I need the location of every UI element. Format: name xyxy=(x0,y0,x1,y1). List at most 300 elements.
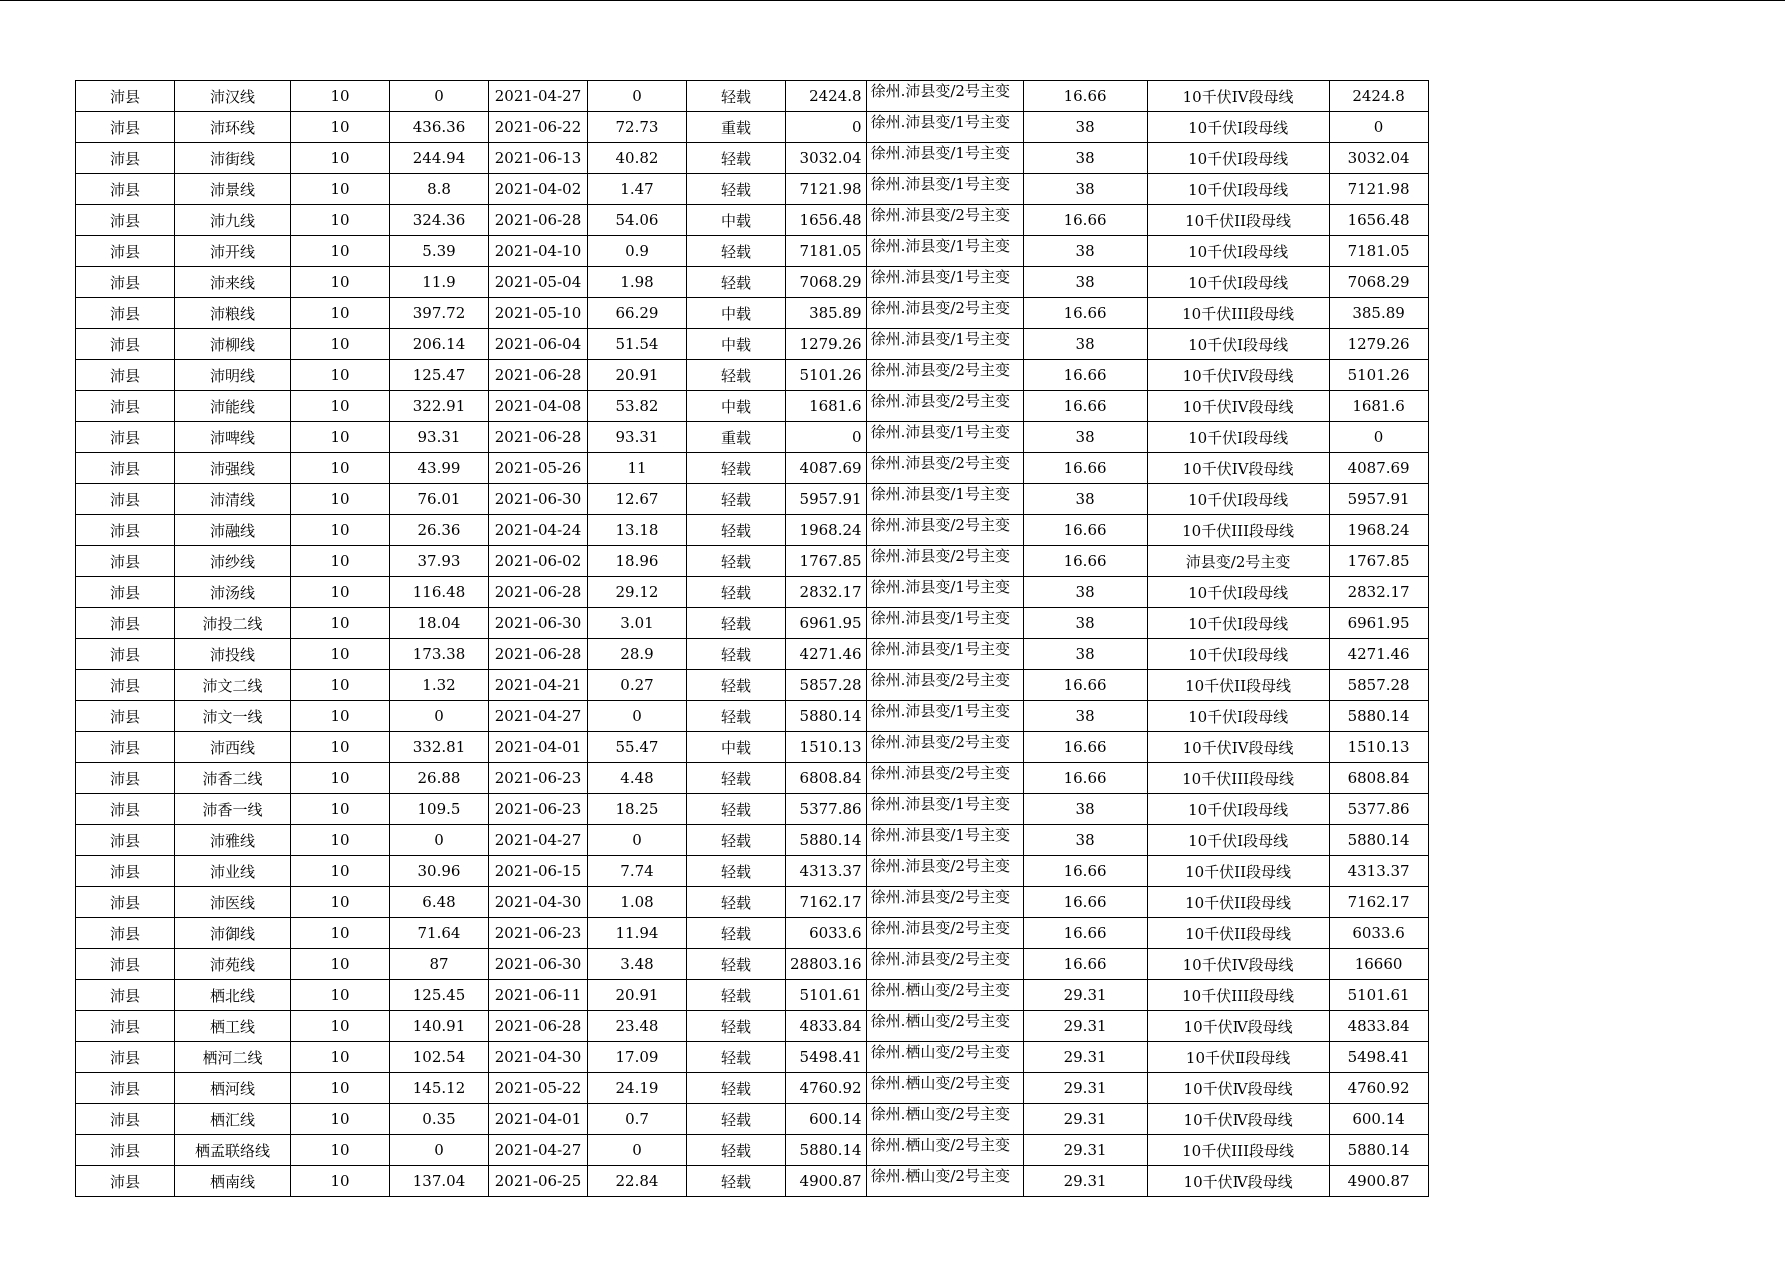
margin-cell: 5880.14 xyxy=(1329,825,1428,856)
county-cell: 沛县 xyxy=(76,794,175,825)
table-row xyxy=(76,701,1429,732)
voltage-cell: 10 xyxy=(291,949,390,980)
date-cell: 2021-04-02 xyxy=(489,174,588,205)
margin-cell: 6808.84 xyxy=(1329,763,1428,794)
transformer-margin-cell: 16.66 xyxy=(1023,391,1147,422)
load-status-cell: 轻载 xyxy=(687,143,786,174)
county-cell: 沛县 xyxy=(76,825,175,856)
load-cell: 322.91 xyxy=(390,391,489,422)
table-row xyxy=(76,236,1429,267)
date-cell: 2021-04-27 xyxy=(489,1135,588,1166)
busbar-cell: 10千伏Ⅰ段母线 xyxy=(1147,794,1329,825)
transformer-margin-cell: 38 xyxy=(1023,267,1147,298)
busbar-cell: 10千伏Ⅰ段母线 xyxy=(1147,236,1329,267)
line-name-cell: 栖南线 xyxy=(175,1166,291,1197)
load-cell: 87 xyxy=(390,949,489,980)
table-body xyxy=(76,81,1429,1197)
available-capacity-cell: 5880.14 xyxy=(786,701,867,732)
table-row xyxy=(76,360,1429,391)
available-capacity-cell: 4900.87 xyxy=(786,1166,867,1197)
margin-cell: 5101.26 xyxy=(1329,360,1428,391)
available-capacity-cell: 4313.37 xyxy=(786,856,867,887)
voltage-cell: 10 xyxy=(291,670,390,701)
load-status-cell: 中载 xyxy=(687,298,786,329)
county-cell: 沛县 xyxy=(76,949,175,980)
load-rate-cell: 20.91 xyxy=(588,980,687,1011)
date-cell: 2021-06-23 xyxy=(489,763,588,794)
voltage-cell: 10 xyxy=(291,1104,390,1135)
transformer-margin-cell: 16.66 xyxy=(1023,949,1147,980)
busbar-cell: 10千伏Ⅳ段母线 xyxy=(1147,1166,1329,1197)
transformer-margin-cell: 29.31 xyxy=(1023,1011,1147,1042)
date-cell: 2021-06-28 xyxy=(489,1011,588,1042)
date-cell: 2021-04-30 xyxy=(489,887,588,918)
voltage-cell: 10 xyxy=(291,515,390,546)
busbar-cell: 10千伏III段母线 xyxy=(1147,515,1329,546)
available-capacity-cell: 1968.24 xyxy=(786,515,867,546)
margin-cell: 7162.17 xyxy=(1329,887,1428,918)
table-row xyxy=(76,391,1429,422)
margin-cell: 0 xyxy=(1329,112,1428,143)
voltage-cell: 10 xyxy=(291,577,390,608)
transformer-margin-cell: 16.66 xyxy=(1023,856,1147,887)
line-name-cell: 沛香二线 xyxy=(175,763,291,794)
substation-transformer-cell: 徐州.沛县变/2号主变 xyxy=(866,298,1023,329)
transformer-margin-cell: 29.31 xyxy=(1023,1166,1147,1197)
transformer-margin-cell: 16.66 xyxy=(1023,81,1147,112)
available-capacity-cell: 6808.84 xyxy=(786,763,867,794)
load-cell: 436.36 xyxy=(390,112,489,143)
load-status-cell: 重载 xyxy=(687,112,786,143)
busbar-cell: 10千伏Ⅰ段母线 xyxy=(1147,143,1329,174)
load-rate-cell: 3.48 xyxy=(588,949,687,980)
voltage-cell: 10 xyxy=(291,484,390,515)
available-capacity-cell: 6961.95 xyxy=(786,608,867,639)
line-name-cell: 沛投线 xyxy=(175,639,291,670)
table-row xyxy=(76,81,1429,112)
line-name-cell: 沛汉线 xyxy=(175,81,291,112)
load-rate-cell: 0 xyxy=(588,1135,687,1166)
load-rate-cell: 20.91 xyxy=(588,360,687,391)
date-cell: 2021-04-27 xyxy=(489,81,588,112)
table-row xyxy=(76,825,1429,856)
table-row xyxy=(76,980,1429,1011)
county-cell: 沛县 xyxy=(76,422,175,453)
line-name-cell: 栖孟联络线 xyxy=(175,1135,291,1166)
load-status-cell: 轻载 xyxy=(687,81,786,112)
load-cell: 109.5 xyxy=(390,794,489,825)
table-row xyxy=(76,267,1429,298)
load-status-cell: 轻载 xyxy=(687,453,786,484)
busbar-cell: 10千伏IV段母线 xyxy=(1147,732,1329,763)
load-cell: 11.9 xyxy=(390,267,489,298)
load-rate-cell: 11 xyxy=(588,453,687,484)
substation-transformer-cell: 徐州.沛县变/1号主变 xyxy=(866,825,1023,856)
voltage-cell: 10 xyxy=(291,81,390,112)
date-cell: 2021-06-04 xyxy=(489,329,588,360)
load-rate-cell: 0 xyxy=(588,825,687,856)
line-name-cell: 沛强线 xyxy=(175,453,291,484)
margin-cell: 3032.04 xyxy=(1329,143,1428,174)
load-cell: 18.04 xyxy=(390,608,489,639)
voltage-cell: 10 xyxy=(291,546,390,577)
load-status-cell: 轻载 xyxy=(687,1104,786,1135)
load-cell: 30.96 xyxy=(390,856,489,887)
available-capacity-cell: 385.89 xyxy=(786,298,867,329)
margin-cell: 7181.05 xyxy=(1329,236,1428,267)
busbar-cell: 10千伏Ⅰ段母线 xyxy=(1147,577,1329,608)
load-rate-cell: 0 xyxy=(588,81,687,112)
load-rate-cell: 17.09 xyxy=(588,1042,687,1073)
load-cell: 125.45 xyxy=(390,980,489,1011)
load-cell: 137.04 xyxy=(390,1166,489,1197)
page-top-border xyxy=(0,0,1785,1)
date-cell: 2021-06-28 xyxy=(489,360,588,391)
voltage-cell: 10 xyxy=(291,887,390,918)
load-cell: 26.36 xyxy=(390,515,489,546)
table-row xyxy=(76,887,1429,918)
line-name-cell: 沛能线 xyxy=(175,391,291,422)
line-name-cell: 沛文一线 xyxy=(175,701,291,732)
margin-cell: 6961.95 xyxy=(1329,608,1428,639)
margin-cell: 7121.98 xyxy=(1329,174,1428,205)
line-name-cell: 沛街线 xyxy=(175,143,291,174)
load-cell: 0 xyxy=(390,825,489,856)
date-cell: 2021-05-26 xyxy=(489,453,588,484)
date-cell: 2021-06-02 xyxy=(489,546,588,577)
substation-transformer-cell: 徐州.栖山变/2号主变 xyxy=(866,1135,1023,1166)
table-row xyxy=(76,1073,1429,1104)
load-status-cell: 中载 xyxy=(687,391,786,422)
available-capacity-cell: 5857.28 xyxy=(786,670,867,701)
margin-cell: 5498.41 xyxy=(1329,1042,1428,1073)
date-cell: 2021-04-30 xyxy=(489,1042,588,1073)
available-capacity-cell: 5101.26 xyxy=(786,360,867,391)
line-name-cell: 沛汤线 xyxy=(175,577,291,608)
line-name-cell: 沛文二线 xyxy=(175,670,291,701)
date-cell: 2021-06-28 xyxy=(489,422,588,453)
available-capacity-cell: 4833.84 xyxy=(786,1011,867,1042)
date-cell: 2021-05-10 xyxy=(489,298,588,329)
substation-transformer-cell: 徐州.沛县变/2号主变 xyxy=(866,887,1023,918)
table-row xyxy=(76,732,1429,763)
load-rate-cell: 1.98 xyxy=(588,267,687,298)
margin-cell: 1656.48 xyxy=(1329,205,1428,236)
county-cell: 沛县 xyxy=(76,515,175,546)
voltage-cell: 10 xyxy=(291,825,390,856)
available-capacity-cell: 1681.6 xyxy=(786,391,867,422)
line-name-cell: 沛雅线 xyxy=(175,825,291,856)
table-row xyxy=(76,1135,1429,1166)
date-cell: 2021-04-10 xyxy=(489,236,588,267)
margin-cell: 4087.69 xyxy=(1329,453,1428,484)
load-status-cell: 轻载 xyxy=(687,360,786,391)
date-cell: 2021-05-22 xyxy=(489,1073,588,1104)
line-name-cell: 沛香一线 xyxy=(175,794,291,825)
transformer-margin-cell: 29.31 xyxy=(1023,1073,1147,1104)
date-cell: 2021-06-23 xyxy=(489,794,588,825)
load-status-cell: 轻载 xyxy=(687,701,786,732)
date-cell: 2021-06-13 xyxy=(489,143,588,174)
table-row xyxy=(76,143,1429,174)
load-status-cell: 中载 xyxy=(687,329,786,360)
margin-cell: 7068.29 xyxy=(1329,267,1428,298)
load-cell: 145.12 xyxy=(390,1073,489,1104)
substation-transformer-cell: 徐州.栖山变/2号主变 xyxy=(866,1166,1023,1197)
load-status-cell: 轻载 xyxy=(687,980,786,1011)
busbar-cell: 10千伏Ⅰ段母线 xyxy=(1147,484,1329,515)
busbar-cell: 10千伏Ⅰ段母线 xyxy=(1147,701,1329,732)
busbar-cell: 10千伏Ⅳ段母线 xyxy=(1147,1073,1329,1104)
load-rate-cell: 40.82 xyxy=(588,143,687,174)
voltage-cell: 10 xyxy=(291,174,390,205)
load-rate-cell: 1.08 xyxy=(588,887,687,918)
transformer-margin-cell: 38 xyxy=(1023,794,1147,825)
line-name-cell: 沛融线 xyxy=(175,515,291,546)
voltage-cell: 10 xyxy=(291,980,390,1011)
line-name-cell: 栖汇线 xyxy=(175,1104,291,1135)
available-capacity-cell: 4271.46 xyxy=(786,639,867,670)
line-name-cell: 沛来线 xyxy=(175,267,291,298)
transformer-margin-cell: 16.66 xyxy=(1023,546,1147,577)
table-row xyxy=(76,608,1429,639)
margin-cell: 4271.46 xyxy=(1329,639,1428,670)
load-status-cell: 轻载 xyxy=(687,236,786,267)
transformer-margin-cell: 16.66 xyxy=(1023,453,1147,484)
date-cell: 2021-06-30 xyxy=(489,484,588,515)
load-cell: 93.31 xyxy=(390,422,489,453)
available-capacity-cell: 600.14 xyxy=(786,1104,867,1135)
county-cell: 沛县 xyxy=(76,887,175,918)
county-cell: 沛县 xyxy=(76,360,175,391)
load-cell: 0 xyxy=(390,701,489,732)
line-name-cell: 沛柳线 xyxy=(175,329,291,360)
substation-transformer-cell: 徐州.沛县变/1号主变 xyxy=(866,608,1023,639)
county-cell: 沛县 xyxy=(76,1135,175,1166)
margin-cell: 5101.61 xyxy=(1329,980,1428,1011)
load-rate-cell: 55.47 xyxy=(588,732,687,763)
substation-transformer-cell: 徐州.沛县变/2号主变 xyxy=(866,918,1023,949)
load-cell: 43.99 xyxy=(390,453,489,484)
busbar-cell: 10千伏IV段母线 xyxy=(1147,453,1329,484)
transformer-margin-cell: 16.66 xyxy=(1023,887,1147,918)
load-status-cell: 轻载 xyxy=(687,670,786,701)
load-rate-cell: 3.01 xyxy=(588,608,687,639)
load-rate-cell: 18.96 xyxy=(588,546,687,577)
line-name-cell: 栖河二线 xyxy=(175,1042,291,1073)
table-row xyxy=(76,174,1429,205)
voltage-cell: 10 xyxy=(291,236,390,267)
available-capacity-cell: 5957.91 xyxy=(786,484,867,515)
transformer-margin-cell: 16.66 xyxy=(1023,360,1147,391)
busbar-cell: 10千伏II段母线 xyxy=(1147,918,1329,949)
table-row xyxy=(76,918,1429,949)
county-cell: 沛县 xyxy=(76,112,175,143)
voltage-cell: 10 xyxy=(291,205,390,236)
transformer-margin-cell: 16.66 xyxy=(1023,515,1147,546)
available-capacity-cell: 0 xyxy=(786,112,867,143)
load-status-cell: 轻载 xyxy=(687,577,786,608)
table-row xyxy=(76,763,1429,794)
available-capacity-cell: 6033.6 xyxy=(786,918,867,949)
load-status-cell: 轻载 xyxy=(687,856,786,887)
line-name-cell: 沛开线 xyxy=(175,236,291,267)
load-status-cell: 轻载 xyxy=(687,887,786,918)
busbar-cell: 10千伏III段母线 xyxy=(1147,1135,1329,1166)
load-rate-cell: 23.48 xyxy=(588,1011,687,1042)
load-status-cell: 轻载 xyxy=(687,1135,786,1166)
transformer-margin-cell: 38 xyxy=(1023,329,1147,360)
substation-transformer-cell: 徐州.沛县变/1号主变 xyxy=(866,143,1023,174)
table-row xyxy=(76,794,1429,825)
load-status-cell: 轻载 xyxy=(687,1073,786,1104)
margin-cell: 5957.91 xyxy=(1329,484,1428,515)
load-cell: 37.93 xyxy=(390,546,489,577)
line-name-cell: 沛九线 xyxy=(175,205,291,236)
voltage-cell: 10 xyxy=(291,360,390,391)
county-cell: 沛县 xyxy=(76,608,175,639)
margin-cell: 5857.28 xyxy=(1329,670,1428,701)
load-rate-cell: 28.9 xyxy=(588,639,687,670)
transformer-margin-cell: 16.66 xyxy=(1023,670,1147,701)
load-status-cell: 中载 xyxy=(687,732,786,763)
voltage-cell: 10 xyxy=(291,1073,390,1104)
voltage-cell: 10 xyxy=(291,639,390,670)
load-status-cell: 轻载 xyxy=(687,1042,786,1073)
load-rate-cell: 53.82 xyxy=(588,391,687,422)
load-rate-cell: 0.7 xyxy=(588,1104,687,1135)
substation-transformer-cell: 徐州.沛县变/2号主变 xyxy=(866,763,1023,794)
load-cell: 8.8 xyxy=(390,174,489,205)
load-status-cell: 轻载 xyxy=(687,763,786,794)
busbar-cell: 沛县变/2号主变 xyxy=(1147,546,1329,577)
load-status-cell: 轻载 xyxy=(687,794,786,825)
load-rate-cell: 54.06 xyxy=(588,205,687,236)
county-cell: 沛县 xyxy=(76,267,175,298)
county-cell: 沛县 xyxy=(76,236,175,267)
table-row xyxy=(76,515,1429,546)
load-rate-cell: 22.84 xyxy=(588,1166,687,1197)
line-name-cell: 沛业线 xyxy=(175,856,291,887)
table-row xyxy=(76,1166,1429,1197)
load-status-cell: 轻载 xyxy=(687,639,786,670)
county-cell: 沛县 xyxy=(76,484,175,515)
date-cell: 2021-05-04 xyxy=(489,267,588,298)
line-name-cell: 沛纱线 xyxy=(175,546,291,577)
transformer-margin-cell: 38 xyxy=(1023,701,1147,732)
margin-cell: 4900.87 xyxy=(1329,1166,1428,1197)
voltage-cell: 10 xyxy=(291,298,390,329)
load-cell: 206.14 xyxy=(390,329,489,360)
table-row xyxy=(76,329,1429,360)
transformer-margin-cell: 16.66 xyxy=(1023,763,1147,794)
load-cell: 71.64 xyxy=(390,918,489,949)
transformer-margin-cell: 16.66 xyxy=(1023,205,1147,236)
transformer-margin-cell: 38 xyxy=(1023,825,1147,856)
date-cell: 2021-04-24 xyxy=(489,515,588,546)
table-row xyxy=(76,298,1429,329)
line-name-cell: 沛御线 xyxy=(175,918,291,949)
load-cell: 244.94 xyxy=(390,143,489,174)
line-name-cell: 沛苑线 xyxy=(175,949,291,980)
load-rate-cell: 0 xyxy=(588,701,687,732)
date-cell: 2021-06-28 xyxy=(489,205,588,236)
busbar-cell: 10千伏Ⅰ段母线 xyxy=(1147,267,1329,298)
line-name-cell: 栖工线 xyxy=(175,1011,291,1042)
load-rate-cell: 7.74 xyxy=(588,856,687,887)
busbar-cell: 10千伏IV段母线 xyxy=(1147,949,1329,980)
table-row xyxy=(76,453,1429,484)
transformer-margin-cell: 16.66 xyxy=(1023,298,1147,329)
transformer-margin-cell: 29.31 xyxy=(1023,1135,1147,1166)
load-rate-cell: 1.47 xyxy=(588,174,687,205)
substation-transformer-cell: 徐州.沛县变/2号主变 xyxy=(866,546,1023,577)
date-cell: 2021-06-11 xyxy=(489,980,588,1011)
voltage-cell: 10 xyxy=(291,1011,390,1042)
load-cell: 0 xyxy=(390,81,489,112)
county-cell: 沛县 xyxy=(76,391,175,422)
line-name-cell: 栖河线 xyxy=(175,1073,291,1104)
load-cell: 125.47 xyxy=(390,360,489,391)
voltage-cell: 10 xyxy=(291,918,390,949)
table-row xyxy=(76,1104,1429,1135)
date-cell: 2021-06-28 xyxy=(489,639,588,670)
busbar-cell: 10千伏Ⅰ段母线 xyxy=(1147,639,1329,670)
transformer-margin-cell: 29.31 xyxy=(1023,1104,1147,1135)
load-cell: 6.48 xyxy=(390,887,489,918)
substation-transformer-cell: 徐州.栖山变/2号主变 xyxy=(866,1011,1023,1042)
available-capacity-cell: 2424.8 xyxy=(786,81,867,112)
county-cell: 沛县 xyxy=(76,701,175,732)
load-status-cell: 轻载 xyxy=(687,484,786,515)
load-cell: 102.54 xyxy=(390,1042,489,1073)
transformer-margin-cell: 38 xyxy=(1023,422,1147,453)
transformer-margin-cell: 38 xyxy=(1023,174,1147,205)
date-cell: 2021-06-28 xyxy=(489,577,588,608)
line-name-cell: 沛医线 xyxy=(175,887,291,918)
line-name-cell: 沛景线 xyxy=(175,174,291,205)
load-rate-cell: 66.29 xyxy=(588,298,687,329)
available-capacity-cell: 28803.16 xyxy=(786,949,867,980)
substation-transformer-cell: 徐州.沛县变/1号主变 xyxy=(866,422,1023,453)
line-name-cell: 栖北线 xyxy=(175,980,291,1011)
county-cell: 沛县 xyxy=(76,205,175,236)
date-cell: 2021-04-01 xyxy=(489,1104,588,1135)
available-capacity-cell: 4087.69 xyxy=(786,453,867,484)
busbar-cell: 10千伏II段母线 xyxy=(1147,670,1329,701)
substation-transformer-cell: 徐州.沛县变/1号主变 xyxy=(866,577,1023,608)
line-name-cell: 沛西线 xyxy=(175,732,291,763)
margin-cell: 1510.13 xyxy=(1329,732,1428,763)
substation-transformer-cell: 徐州.沛县变/1号主变 xyxy=(866,267,1023,298)
available-capacity-cell: 1279.26 xyxy=(786,329,867,360)
busbar-cell: 10千伏Ⅰ段母线 xyxy=(1147,329,1329,360)
substation-transformer-cell: 徐州.沛县变/2号主变 xyxy=(866,515,1023,546)
margin-cell: 600.14 xyxy=(1329,1104,1428,1135)
date-cell: 2021-06-25 xyxy=(489,1166,588,1197)
load-rate-cell: 13.18 xyxy=(588,515,687,546)
load-rate-cell: 18.25 xyxy=(588,794,687,825)
substation-transformer-cell: 徐州.沛县变/2号主变 xyxy=(866,949,1023,980)
substation-transformer-cell: 徐州.沛县变/1号主变 xyxy=(866,174,1023,205)
transformer-margin-cell: 38 xyxy=(1023,608,1147,639)
county-cell: 沛县 xyxy=(76,329,175,360)
table-row xyxy=(76,546,1429,577)
margin-cell: 6033.6 xyxy=(1329,918,1428,949)
substation-transformer-cell: 徐州.沛县变/1号主变 xyxy=(866,701,1023,732)
busbar-cell: 10千伏Ⅳ段母线 xyxy=(1147,1011,1329,1042)
substation-transformer-cell: 徐州.栖山变/2号主变 xyxy=(866,1104,1023,1135)
